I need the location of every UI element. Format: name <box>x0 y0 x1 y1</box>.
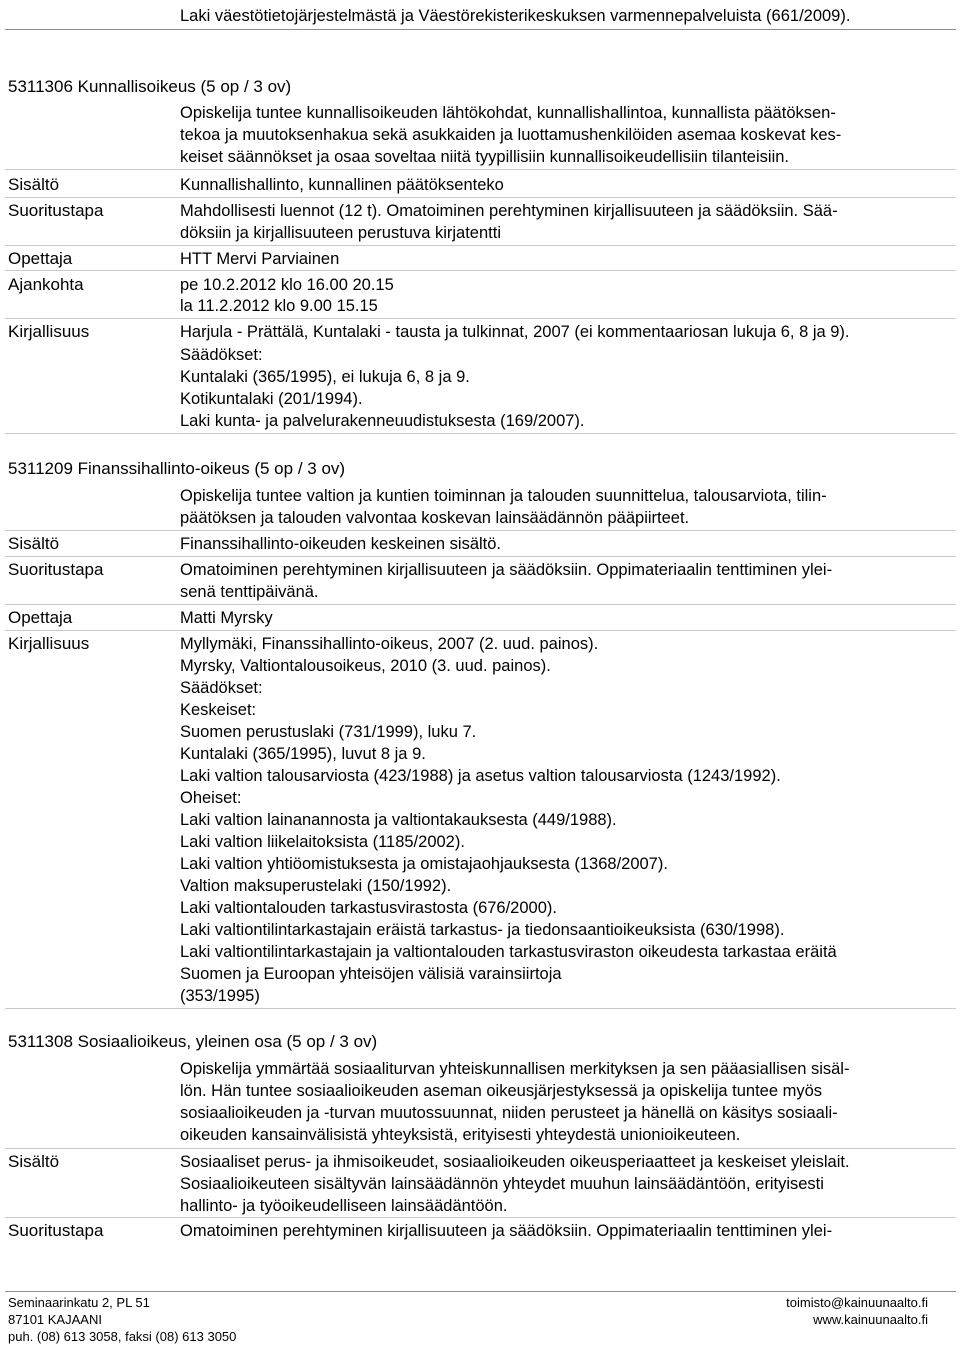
timing-line: pe 10.2.2012 klo 16.00 20.15 <box>180 276 394 294</box>
literature-line: Laki valtion talousarviosta (423/1988) ja asetus valtion talousarviosta (1243/1992). <box>180 767 781 785</box>
method-text: Omatoiminen perehtyminen kirjallisuuteen ja säädöksiin. Oppimateriaalin tenttiminen ylei- <box>180 1222 833 1240</box>
literature-line: Myrsky, Valtiontalousoikeus, 2010 (3. uud. painos). <box>180 657 551 675</box>
footer-address: Seminaarinkatu 2, PL 51 <box>8 1295 150 1310</box>
header-divider <box>5 29 956 30</box>
literature-line: Kuntalaki (365/1995), luvut 8 ja 9. <box>180 745 426 763</box>
row-divider <box>5 1148 956 1149</box>
row-divider <box>5 245 956 246</box>
literature-line: Harjula - Prättälä, Kuntalaki - tausta ja tulkinnat, 2007 (ei kommentaariosan lukuja 6, 8 ja 9). <box>180 323 850 341</box>
course-description-line: lön. Hän tuntee sosiaalioikeuden aseman oikeusjärjestyksessä ja opiskelija tuntee myös <box>180 1082 823 1100</box>
literature-line: Kotikuntalaki (201/1994). <box>180 390 363 408</box>
course-description-line: Opiskelija tuntee valtion ja kuntien toiminnan ja talouden suunnittelua, talousarviota, tilin- <box>180 487 827 505</box>
literature-line: Laki valtion yhtiöomistuksesta ja omistajaohjauksesta (1368/2007). <box>180 855 668 873</box>
content-text: Sosiaaliset perus- ja ihmisoikeudet, sosiaalioikeuden oikeusperiaatteet ja keskeiset yleislait. <box>180 1153 850 1171</box>
row-divider <box>5 556 956 557</box>
row-divider <box>5 318 956 319</box>
row-divider <box>5 1217 956 1218</box>
content-label: Sisältö <box>8 175 60 194</box>
course-heading: 5311209 Finanssihallinto-oikeus (5 op / 3 ov) <box>8 459 346 478</box>
method-label: Suoritustapa <box>8 1221 104 1240</box>
content-label: Sisältö <box>8 534 60 553</box>
teacher-label: Opettaja <box>8 608 73 627</box>
literature-line: Laki valtion lainanannosta ja valtiontakauksesta (449/1988). <box>180 811 617 829</box>
row-divider <box>5 630 956 631</box>
literature-line: Laki kunta- ja palvelurakenneuudistuksesta (169/2007). <box>180 412 585 430</box>
method-text: döksiin ja kirjallisuuteen perustuva kirjatentti <box>180 224 501 242</box>
row-divider <box>5 197 956 198</box>
literature-line: (353/1995) <box>180 987 260 1005</box>
footer-divider <box>5 1291 956 1292</box>
header-text: Laki väestötietojärjestelmästä ja Väestörekisterikeskuksen varmennepalveluista (661/2009). <box>180 7 851 25</box>
literature-line: Laki valtiontilintarkastajain ja valtiontalouden tarkastusviraston oikeudesta tarkastaa eräitä <box>180 943 837 961</box>
literature-line: Suomen ja Euroopan yhteisöjen välisiä varainsiirtoja <box>180 965 562 983</box>
literature-line: Säädökset: <box>180 346 263 364</box>
footer-phone: puh. (08) 613 3058, faksi (08) 613 3050 <box>8 1329 237 1344</box>
teacher-name: HTT Mervi Parviainen <box>180 250 340 268</box>
course-description-line: päätöksen ja talouden valvontaa koskevan lainsäädännön pääpiirteet. <box>180 509 690 527</box>
row-divider <box>5 604 956 605</box>
literature-line: Suomen perustuslaki (731/1999), luku 7. <box>180 723 477 741</box>
footer-web-link[interactable]: www.kainuunaalto.fi <box>813 1312 928 1327</box>
course-description-line: keiset säännökset ja osaa soveltaa niitä tyypillisiin kunnallisoikeudellisiin tilanteisiin. <box>180 148 789 166</box>
literature-line: Valtion maksuperustelaki (150/1992). <box>180 877 452 895</box>
literature-line: Oheiset: <box>180 789 242 807</box>
course-heading: 5311306 Kunnallisoikeus (5 op / 3 ov) <box>8 77 292 96</box>
timing-line: la 11.2.2012 klo 9.00 15.15 <box>180 297 378 315</box>
footer-email-link[interactable]: toimisto@kainuunaalto.fi <box>786 1295 928 1310</box>
method-text: Omatoiminen perehtyminen kirjallisuuteen ja säädöksiin. Oppimateriaalin tenttiminen ylei- <box>180 561 833 579</box>
course-description-line: Opiskelija ymmärtää sosiaaliturvan yhteiskunnallisen merkityksen ja sen pääasiallisen sisäl- <box>180 1060 850 1078</box>
method-text: senä tenttipäivänä. <box>180 583 319 601</box>
content-text: Finanssihallinto-oikeuden keskeinen sisältö. <box>180 535 502 553</box>
row-divider <box>5 270 956 271</box>
row-divider <box>5 530 956 531</box>
method-label: Suoritustapa <box>8 560 104 579</box>
content-text: Kunnallishallinto, kunnallinen päätöksenteko <box>180 176 504 194</box>
course-description-line: oikeuden kansainvälisistä yhteyksistä, erityisesti yhteydestä unionioikeuteen. <box>180 1126 741 1144</box>
teacher-label: Opettaja <box>8 249 73 268</box>
row-divider <box>5 169 956 170</box>
content-text: Sosiaalioikeuteen sisältyvän lainsäädännön yhteydet muuhun lainsäädäntöön, erityisesti <box>180 1175 824 1193</box>
course-description-line: sosiaalioikeuden ja -turvan muutossuunnat, niiden perusteet ja hänellä on käsitys sosiaali- <box>180 1104 838 1122</box>
course-heading: 5311308 Sosiaalioikeus, yleinen osa (5 op / 3 ov) <box>8 1032 378 1051</box>
teacher-name: Matti Myrsky <box>180 609 273 627</box>
literature-line: Kuntalaki (365/1995), ei lukuja 6, 8 ja 9. <box>180 368 470 386</box>
content-text: hallinto- ja työoikeudelliseen lainsäädäntöön. <box>180 1197 508 1215</box>
literature-label: Kirjallisuus <box>8 322 90 341</box>
literature-line: Laki valtiontilintarkastajain eräistä tarkastus- ja tiedonsaantioikeuksista (630/1998). <box>180 921 785 939</box>
timing-label: Ajankohta <box>8 275 84 294</box>
row-divider <box>5 433 956 434</box>
row-divider <box>5 1008 956 1009</box>
literature-line: Laki valtion liikelaitoksista (1185/2002). <box>180 833 465 851</box>
method-text: Mahdollisesti luennot (12 t). Omatoiminen perehtyminen kirjallisuuteen ja säädöksiin. Sää- <box>180 202 838 220</box>
literature-line: Keskeiset: <box>180 701 257 719</box>
literature-label: Kirjallisuus <box>8 634 90 653</box>
method-label: Suoritustapa <box>8 201 104 220</box>
literature-line: Säädökset: <box>180 679 263 697</box>
footer-postcode: 87101 KAJAANI <box>8 1312 102 1327</box>
course-description-line: tekoa ja muutoksenhakua sekä asukkaiden ja luottamushenkilöiden asemaa koskevat kes- <box>180 126 842 144</box>
literature-line: Laki valtiontalouden tarkastusvirastosta (676/2000). <box>180 899 557 917</box>
course-description-line: Opiskelija tuntee kunnallisoikeuden lähtökohdat, kunnallishallintoa, kunnallista päätöksen- <box>180 104 836 122</box>
literature-line: Myllymäki, Finanssihallinto-oikeus, 2007 (2. uud. painos). <box>180 635 599 653</box>
content-label: Sisältö <box>8 1152 60 1171</box>
